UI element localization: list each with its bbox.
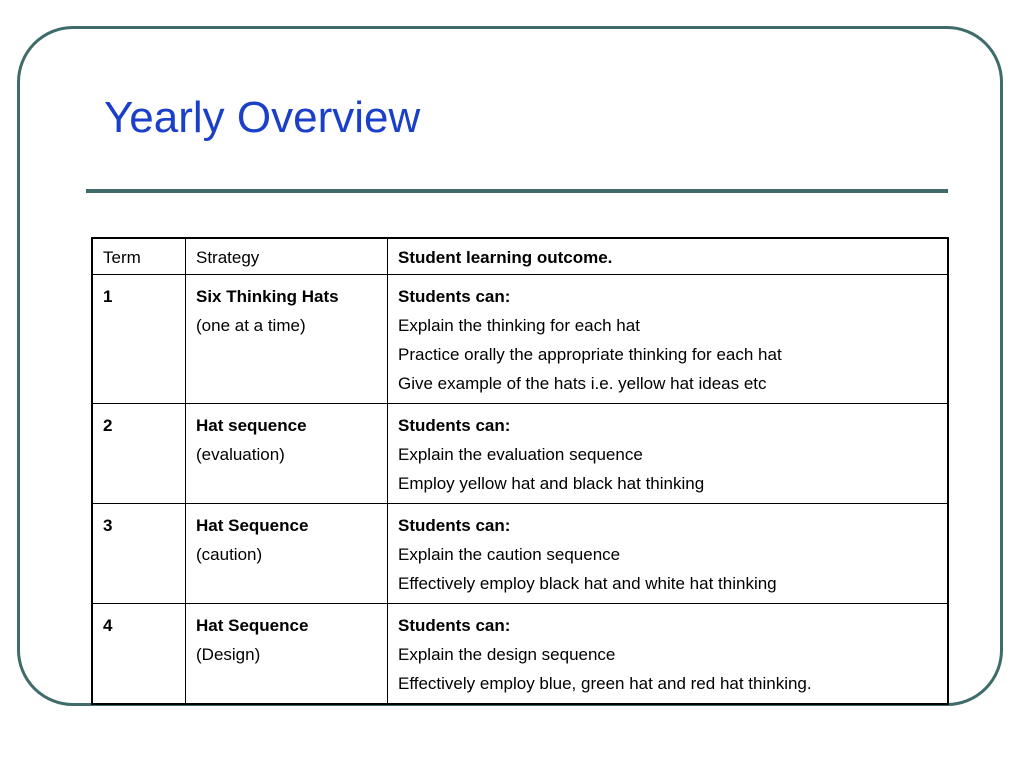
table-row [92,604,948,705]
header-outcome: Student learning outcome. [388,238,949,275]
strategy-note: (caution) [196,545,263,564]
outcome-item: Employ yellow hat and black hat thinking [398,474,705,493]
header-strategy: Strategy [186,238,388,275]
header-term: Term [92,238,186,275]
outcome-item: Give example of the hats i.e. yellow hat ideas etc [398,374,767,393]
term-cell: 1 [92,275,186,404]
outcome-cell [388,404,949,504]
outcome-heading: Students can: [398,287,511,306]
strategy-cell [186,604,388,705]
strategy-name: Hat Sequence [196,516,309,535]
term-cell: 4 [92,604,186,705]
outcome-cell [388,275,949,404]
outcome-heading: Students can: [398,516,511,535]
strategy-note: (one at a time) [196,316,306,335]
strategy-name: Hat sequence [196,416,307,435]
yearly-overview-table [91,237,949,705]
table-row [92,404,948,504]
title-divider [86,189,948,193]
table-row [92,504,948,604]
strategy-cell [186,275,388,404]
outcome-item: Explain the design sequence [398,645,616,664]
term-cell: 3 [92,504,186,604]
outcome-item: Effectively employ black hat and white hat thinking [398,574,777,593]
outcome-cell [388,604,949,705]
outcome-item: Explain the caution sequence [398,545,621,564]
strategy-note: (Design) [196,645,261,664]
outcome-item: Explain the thinking for each hat [398,316,640,335]
strategy-cell [186,504,388,604]
outcome-item: Explain the evaluation sequence [398,445,643,464]
strategy-note: (evaluation) [196,445,285,464]
outcome-item: Practice orally the appropriate thinking for each hat [398,345,782,364]
outcome-item: Effectively employ blue, green hat and red hat thinking. [398,674,812,693]
strategy-cell [186,404,388,504]
outcome-heading: Students can: [398,416,511,435]
outcome-heading: Students can: [398,616,511,635]
table-row [92,275,948,404]
table-header-row [92,238,948,275]
strategy-name: Hat Sequence [196,616,309,635]
outcome-cell [388,504,949,604]
slide-title: Yearly Overview [104,93,421,142]
strategy-name: Six Thinking Hats [196,287,339,306]
term-cell: 2 [92,404,186,504]
